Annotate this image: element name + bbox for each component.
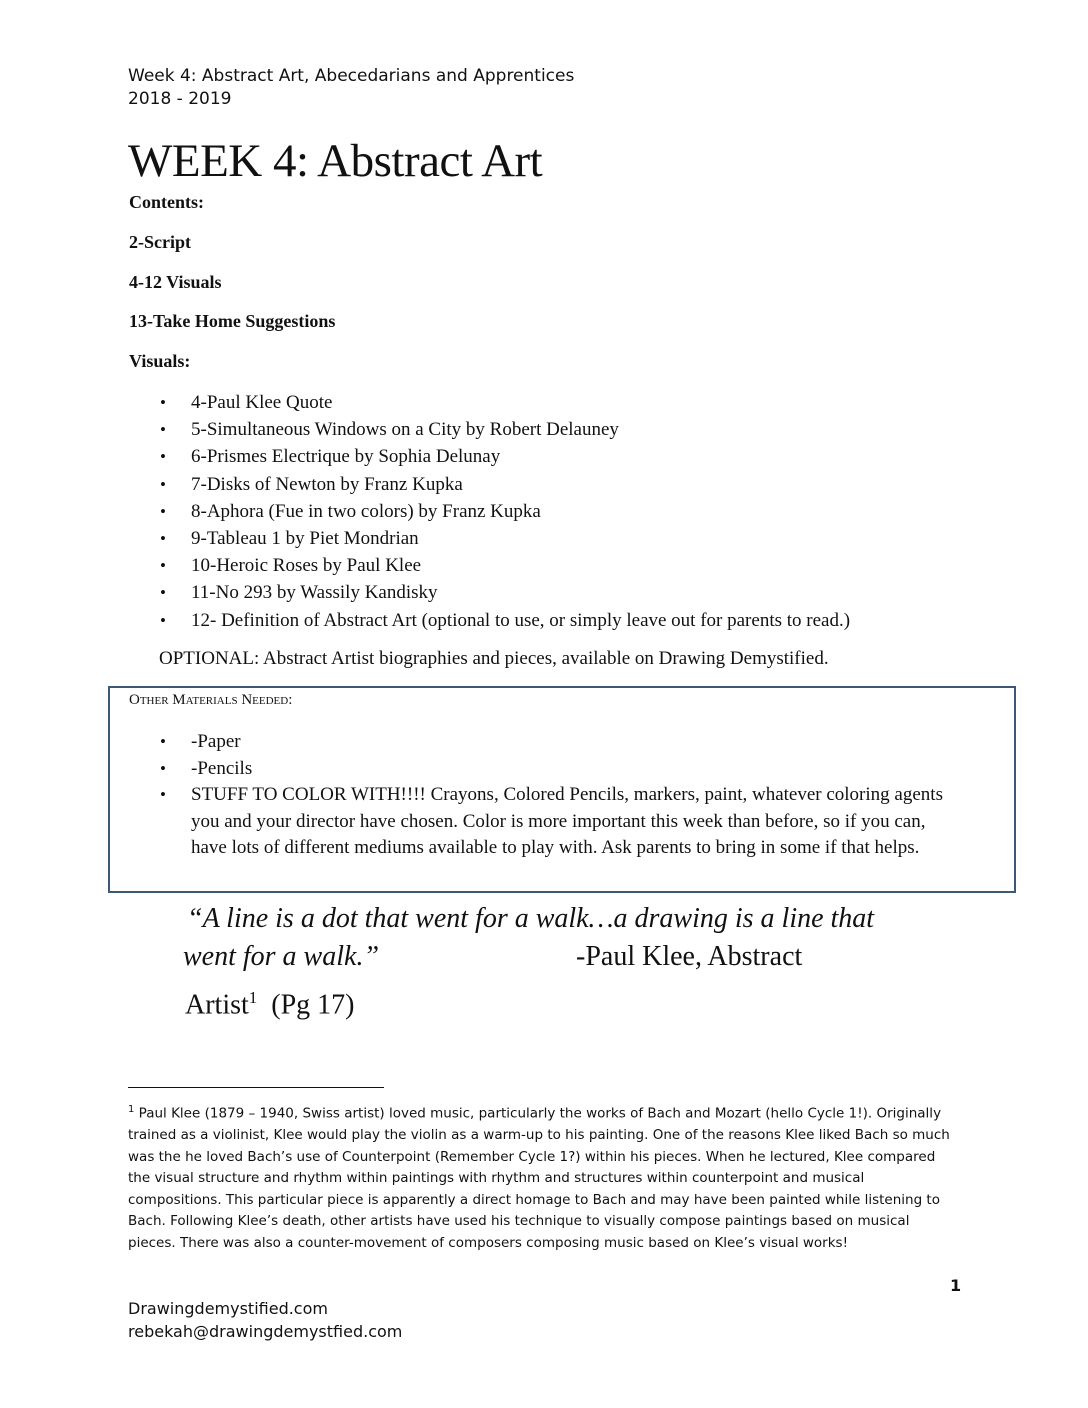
list-item: • 12- Definition of Abstract Art (optional to use, or simply leave out for parents to read.) <box>159 607 1019 634</box>
quote-attribution: -Paul Klee, Abstract <box>576 941 803 972</box>
list-item: • -Pencils <box>159 756 959 783</box>
footer-email[interactable]: rebekah@drawingdemystfied.com <box>128 1322 403 1341</box>
list-item: • 5-Simultaneous Windows on a City by Robert Delauney <box>159 416 1019 443</box>
footer-website[interactable]: Drawingdemystified.com <box>128 1299 328 1318</box>
list-item: • 9-Tableau 1 by Piet Mondrian <box>159 525 1019 552</box>
header-year: 2018 - 2019 <box>128 89 232 109</box>
list-item: • 6-Prismes Electrique by Sophia Delunay <box>159 443 1019 470</box>
list-item: • 7-Disks of Newton by Franz Kupka <box>159 471 1019 498</box>
contents-item-take-home: 13-Take Home Suggestions <box>129 311 336 331</box>
header-title: Week 4: Abstract Art, Abecedarians and Apprentices <box>128 66 575 86</box>
footnote-text: Paul Klee (1879 – 1940, Swiss artist) loved music, particularly the works of Bach and Mozart (hello Cycle 1!). Originally trained as a violinist, Klee would play the violin as a warm-up to his painting. One of the reasons Klee liked Bach so much was the he loved Bach’s use of Counterpoint (Remember Cycle 1?) within his pieces. When he lectured, Klee compared the visual structure and rhythm within paintings with rhythm and structures within counterpoint and musical compositions. This particular piece is apparently a direct homage to Bach and may have been painted while listening to Bach. Following Klee’s death, other artists have used his technique to visually compose paintings based on musical pieces. There was also a counter-movement of composers composing music based on Klee’s visual works! <box>128 1105 950 1252</box>
footnote <box>128 1099 960 1255</box>
contents-item-visuals: 4-12 Visuals <box>129 272 222 292</box>
visuals-heading: Visuals: <box>129 351 191 371</box>
visuals-list <box>159 389 1019 634</box>
quote-page-ref: (Pg 17) <box>271 989 355 1021</box>
materials-heading: Other Materials Needed: <box>129 692 293 708</box>
optional-note: OPTIONAL: Abstract Artist biographies and pieces, available on Drawing Demystified. <box>159 648 829 669</box>
list-item: • STUFF TO COLOR WITH!!!! Crayons, Colored Pencils, markers, paint, whatever coloring agents you and your director have chosen. Color is more important this week than before, so if you can, have lots of different mediums available to play with. Ask parents to bring in some if that helps. <box>159 782 959 862</box>
list-item: • 4-Paul Klee Quote <box>159 389 1019 416</box>
materials-list <box>159 729 959 862</box>
list-item: • 11-No 293 by Wassily Kandisky <box>159 579 1019 606</box>
footnote-reference[interactable]: 1 <box>248 988 258 1007</box>
list-item: • 8-Aphora (Fue in two colors) by Franz Kupka <box>159 498 1019 525</box>
contents-heading: Contents: <box>129 192 204 212</box>
contents-item-script: 2-Script <box>129 232 191 252</box>
quote-artist: Artist <box>185 989 249 1021</box>
quote-line-3 <box>185 979 355 1024</box>
quote-line-1: “A line is a dot that went for a walk…a drawing is a line that <box>187 903 875 934</box>
list-item: • -Paper <box>159 729 959 756</box>
footnote-mark: 1 <box>128 1104 135 1115</box>
page-title: WEEK 4: Abstract Art <box>128 135 543 187</box>
list-item: • 10-Heroic Roses by Paul Klee <box>159 552 1019 579</box>
quote-line-2: went for a walk.” <box>183 941 380 972</box>
page-number: 1 <box>950 1276 962 1295</box>
footnote-divider <box>128 1087 384 1088</box>
